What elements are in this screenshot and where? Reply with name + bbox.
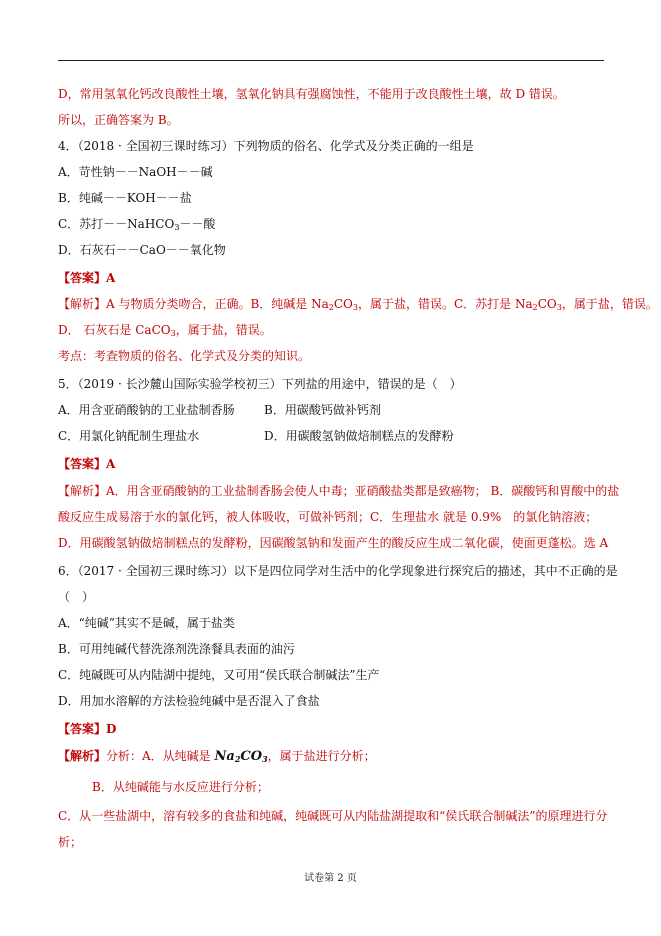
q6-analysis-line3: C．从一些盐湖中，溶有较多的食盐和纯碱，纯碱既可从内陆盐湖提取和“侯氏联合制碱法”的原理进行分 bbox=[58, 809, 608, 823]
formula bbox=[215, 749, 268, 764]
q4-analysis-line1 bbox=[58, 296, 658, 312]
q4-option-c-text: C．苏打－－NaHCO bbox=[58, 217, 175, 231]
q4-analysis-text: ，属于盐，错误。 bbox=[175, 323, 272, 337]
q6-option-b: B．可用纯碱代替洗涤剂洗涤餐具表面的油污 bbox=[58, 642, 295, 656]
formula-part: CO bbox=[240, 749, 263, 764]
q4-option-d: D．石灰石－－CaO－－氧化物 bbox=[58, 243, 226, 257]
q5-analysis-line2: 酸反应生成易溶于水的氯化钙，被人体吸收，可做补钙剂；C．生理盐水 就是 0.9% 的氯化钠溶液； bbox=[58, 510, 598, 524]
q5-option-a: A．用含亚硝酸钠的工业盐制香肠 bbox=[58, 403, 235, 417]
q6-analysis-text: ，属于盐进行分析； bbox=[267, 749, 376, 763]
q6-analysis-tag: 【解析】 bbox=[58, 749, 107, 763]
q4-analysis-line2 bbox=[58, 322, 272, 338]
q6-answer: 【答案】D bbox=[58, 722, 117, 736]
header-rule bbox=[58, 60, 604, 61]
q4-analysis-text: D． 石灰石是 CaCO bbox=[58, 323, 171, 337]
prev-conclusion: 所以，正确答案为 B。 bbox=[58, 113, 179, 127]
q5-stem: 5．（2019 · 长沙麓山国际实验学校初三）下列盐的用途中，错误的是（ ） bbox=[58, 377, 462, 391]
q4-option-a: A．苛性钠－－NaOH－－碱 bbox=[58, 165, 213, 179]
q4-analysis-text: 【解析】A 与物质分类吻合，正确。B．纯碱是 Na bbox=[58, 297, 329, 311]
formula-part: CO bbox=[333, 297, 353, 311]
q6-paren: （ ） bbox=[58, 590, 95, 604]
subscript: 3 bbox=[262, 754, 268, 764]
q5-option-d: D．用碳酸氢钠做焙制糕点的发酵粉 bbox=[264, 429, 454, 443]
q6-analysis-text: 分析：A．从纯碱是 bbox=[106, 749, 215, 763]
q6-option-a: A．“纯碱”其实不是碱，属于盐类 bbox=[58, 616, 235, 630]
q4-analysis-text: ，属于盐，错误。 bbox=[561, 297, 658, 311]
q6-analysis-line1 bbox=[58, 748, 376, 765]
q4-stem: 4．（2018 · 全国初三课时练习）下列物质的俗名、化学式及分类正确的一组是 bbox=[58, 139, 474, 153]
subscript: 2 bbox=[234, 754, 241, 764]
q4-option-b: B．纯碱－－KOH－－盐 bbox=[58, 191, 192, 205]
q6-analysis-line2: B．从纯碱能与水反应进行分析； bbox=[92, 780, 269, 794]
q5-analysis-line3: D．用碳酸氢钠做焙制糕点的发酵粉，因碳酸氢钠和发面产生的酸反应生成二氧化碳，使面更蓬松。选 A bbox=[58, 536, 609, 550]
q4-analysis-text: ，属于盐，错误。C．苏打是 Na bbox=[358, 297, 533, 311]
formula-part: Na bbox=[214, 749, 235, 764]
page-footer: 试卷第 2 页 bbox=[304, 873, 357, 884]
subscript: 2 bbox=[532, 303, 538, 312]
subscript: 2 bbox=[328, 303, 334, 312]
q5-option-c: C．用氯化钠配制生理盐水 bbox=[58, 429, 200, 443]
subscript: 3 bbox=[174, 223, 180, 232]
subscript: 3 bbox=[352, 303, 358, 312]
q5-answer: 【答案】A bbox=[58, 457, 116, 471]
formula-part: CO bbox=[537, 297, 557, 311]
q5-option-b: B．用碳酸钙做补钙剂 bbox=[264, 403, 381, 417]
subscript: 3 bbox=[170, 329, 176, 338]
q4-answer: 【答案】A bbox=[58, 271, 116, 285]
q4-option-c-tail: －－酸 bbox=[179, 217, 216, 231]
q4-option-c bbox=[58, 216, 215, 232]
subscript: 3 bbox=[556, 303, 562, 312]
q6-option-d: D．用加水溶解的方法检验纯碱中是否混入了食盐 bbox=[58, 694, 320, 708]
prev-analysis-d: D，常用氢氧化钙改良酸性土壤，氢氧化钠具有强腐蚀性，不能用于改良酸性土壤，故 D 错误。 bbox=[58, 87, 565, 101]
q4-knowledge-point: 考点：考查物质的俗名、化学式及分类的知识。 bbox=[58, 349, 311, 363]
q5-analysis-line1: 【解析】A．用含亚硝酸钠的工业盐制香肠会使人中毒；亚硝酸盐类都是致癌物； B．碳酸钙和胃酸中的盐 bbox=[58, 484, 620, 498]
q6-stem: 6．（2017 · 全国初三课时练习）以下是四位同学对生活中的化学现象进行探究后的描述，其中不正确的是 bbox=[58, 564, 618, 578]
q6-option-c: C．纯碱既可从内陆湖中提纯，又可用“侯氏联合制碱法”生产 bbox=[58, 668, 380, 682]
q6-analysis-line4: 析； bbox=[58, 835, 83, 849]
